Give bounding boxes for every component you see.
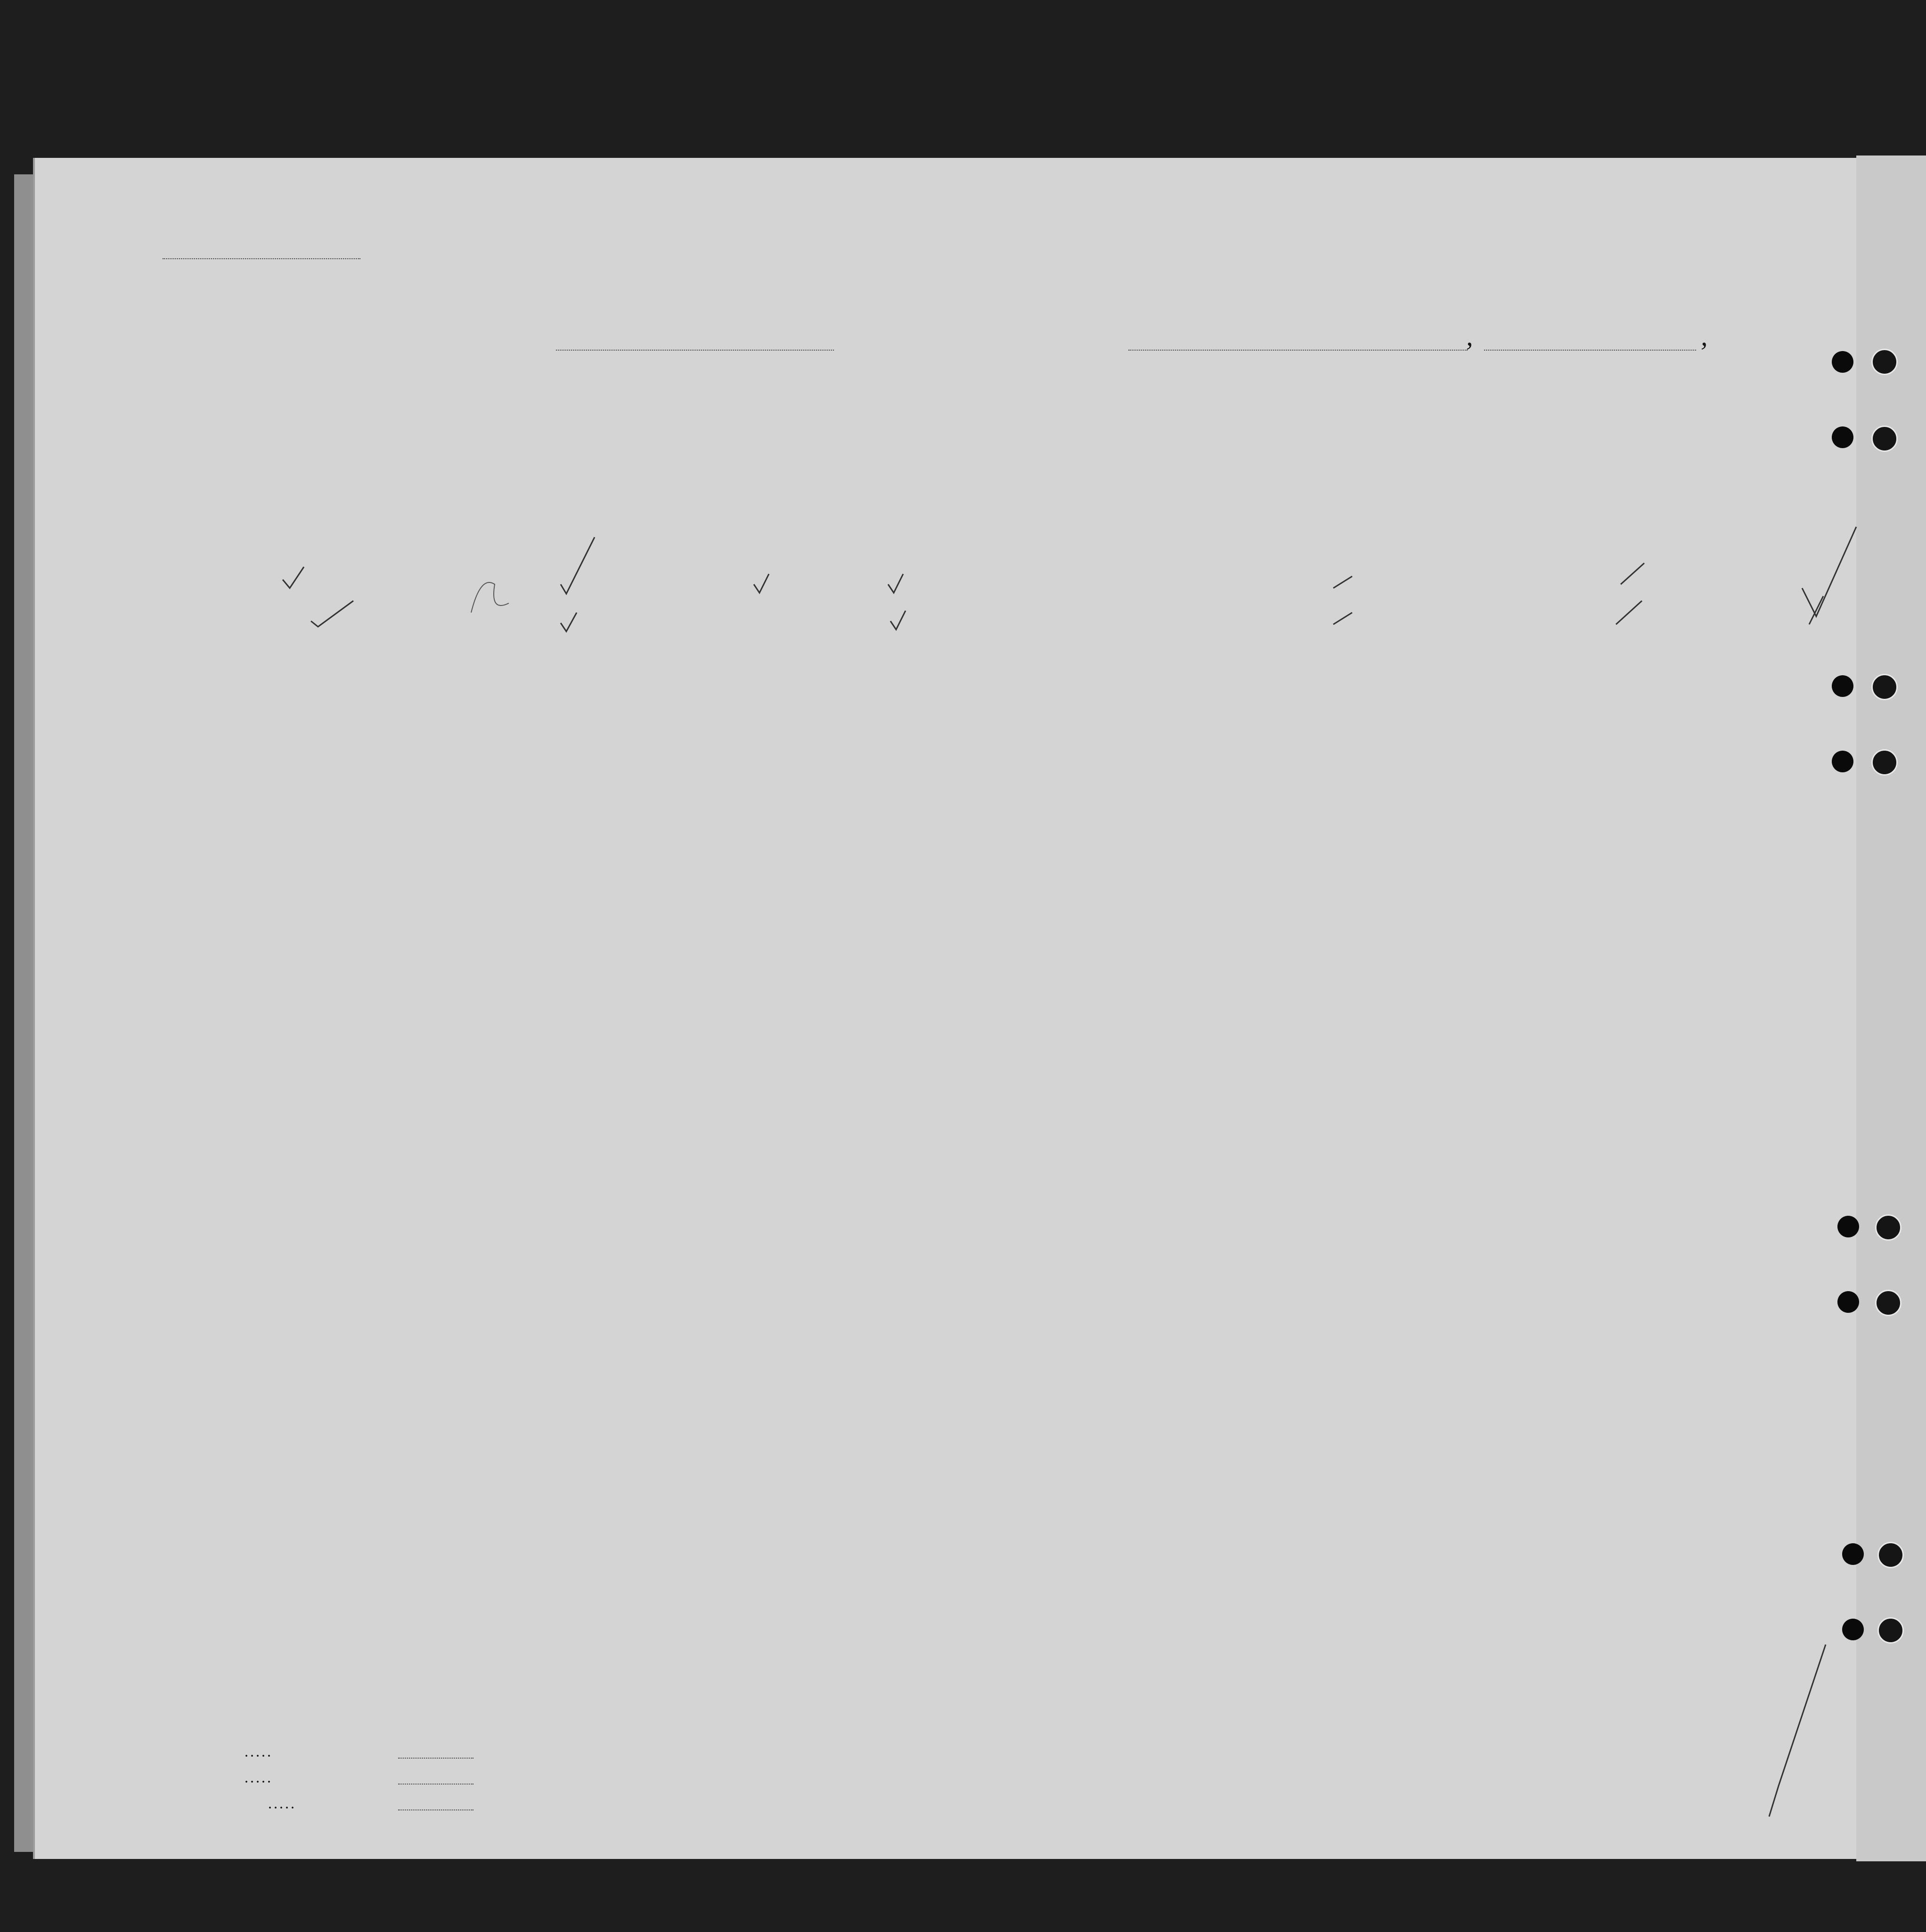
- aliens-label: . . . . .: [269, 1799, 294, 1811]
- us-citizens-line: [398, 1784, 473, 1785]
- us-citizens-label: . . . . .: [245, 1773, 270, 1785]
- aliens-line: [398, 1809, 473, 1810]
- total-passengers-line: [398, 1758, 473, 1759]
- comma-2: ,: [1701, 321, 1708, 352]
- comma: ,: [1466, 321, 1473, 352]
- total-passengers-label: . . . . .: [245, 1747, 270, 1760]
